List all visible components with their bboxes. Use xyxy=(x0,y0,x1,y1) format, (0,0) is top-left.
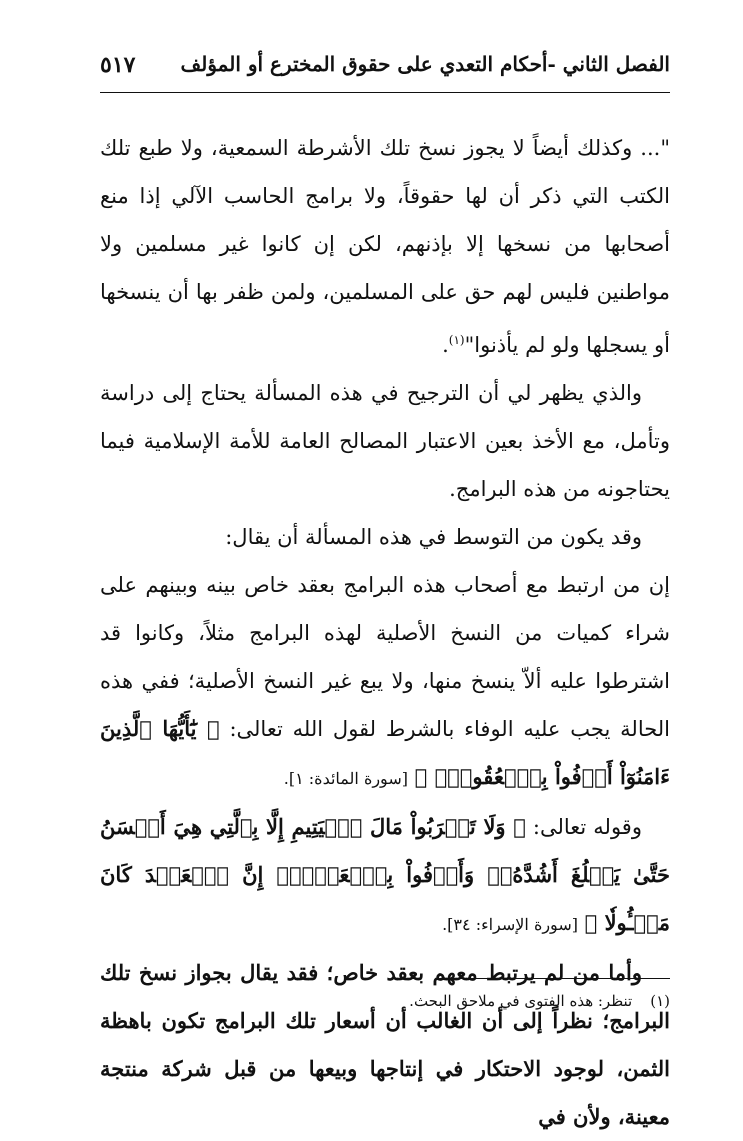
paragraph-second-verse xyxy=(100,803,670,949)
footnote xyxy=(100,992,670,1010)
quote-end: . xyxy=(442,333,449,357)
quran-verse-maidah: ﴿ يَٰٓأَيُّهَا ٱلَّذِينَ ءَامَنُوٓاْ أَوۡفُواْ بِٱلۡعُقُودِۚ ﴾ xyxy=(100,716,670,789)
footnote-text: تنظر: هذه الفتوى في ملاحق البحث. xyxy=(409,992,633,1010)
body-text xyxy=(100,124,670,1141)
contract-text: إن من ارتبط مع أصحاب هذه البرامج بعقد خاص بينه وبينهم على شراء كميات من النسخ الأصلية لهذه البرامج مثلاً، وكانوا قد اشترطوا عليه ألاّ ينسخ منها، ولا يبع غير النسخ الأصلية؛ ففي هذه الحالة يجب عليه الوفاء بالشرط لقول الله تعالى: xyxy=(100,573,671,741)
paragraph-opinion: والذي يظهر لي أن الترجيح في هذه المسألة يحتاج إلى دراسة وتأمل، مع الأخذ بعين الاعتبار المصالح العامة للأمة الإسلامية فيما يحتاجونه من هذه البرامج. xyxy=(100,381,670,501)
page-header xyxy=(100,50,670,86)
page-number: ٥١٧ xyxy=(100,52,136,78)
footnote-rule xyxy=(440,978,670,979)
citation-isra: [سورة الإسراء: ٣٤]. xyxy=(442,915,578,934)
paragraph-intro: وقد يكون من التوسط في هذه المسألة أن يقال: xyxy=(225,525,642,549)
footnote-ref[interactable]: (١) xyxy=(448,333,465,347)
paragraph-contract xyxy=(100,561,670,803)
quote-text: "... وكذلك أيضاً لا يجوز نسخ تلك الأشرطة السمعية، ولا طبع تلك الكتب التي ذكر أن لها حقوقاً، ولا برامج الحاسب الآلي إذا منع أصحابها من نسخها إلا بإذنهم، لكن إن كانوا غير مسلمين ولا مواطنين فليس لهم حق على المسلمين، ولمن ظفر بها أن ينسخها أو يسجلها ولو لم يأذنوا" xyxy=(100,136,670,357)
paragraph-no-contract: وأما من لم يرتبط معهم بعقد خاص؛ فقد يقال بجواز نسخ تلك البرامج؛ نظراً إلى أن الغالب أن أسعار تلك البرامج تكون باهظة الثمن، لوجود الاحتكار في إنتاجها وبيعها من قبل شركة منتجة معينة، ولأن في xyxy=(100,960,670,1129)
second-verse-intro: وقوله تعالى: xyxy=(532,815,642,839)
header-rule xyxy=(100,92,670,93)
paragraph-quote xyxy=(100,124,670,369)
citation-maidah: [سورة المائدة: ١]. xyxy=(283,769,408,788)
quran-verse-isra: ﴿ وَلَا تَقۡرَبُواْ مَالَ ٱلۡيَتِيمِ إِلَّا بِٱلَّتِي هِيَ أَحۡسَنُ حَتَّىٰ يَبۡلُغَ أَشُدَّهُۥۚ وَأَوۡفُواْ بِٱلۡعَهۡدِۖ إِنَّ ٱلۡعَهۡدَ كَانَ مَسۡـُٔولٗا ﴾ xyxy=(100,814,670,935)
running-title: الفصل الثاني -أحكام التعدي على حقوق المخترع أو المؤلف xyxy=(180,52,670,76)
footnote-number: (١) xyxy=(650,992,670,1010)
